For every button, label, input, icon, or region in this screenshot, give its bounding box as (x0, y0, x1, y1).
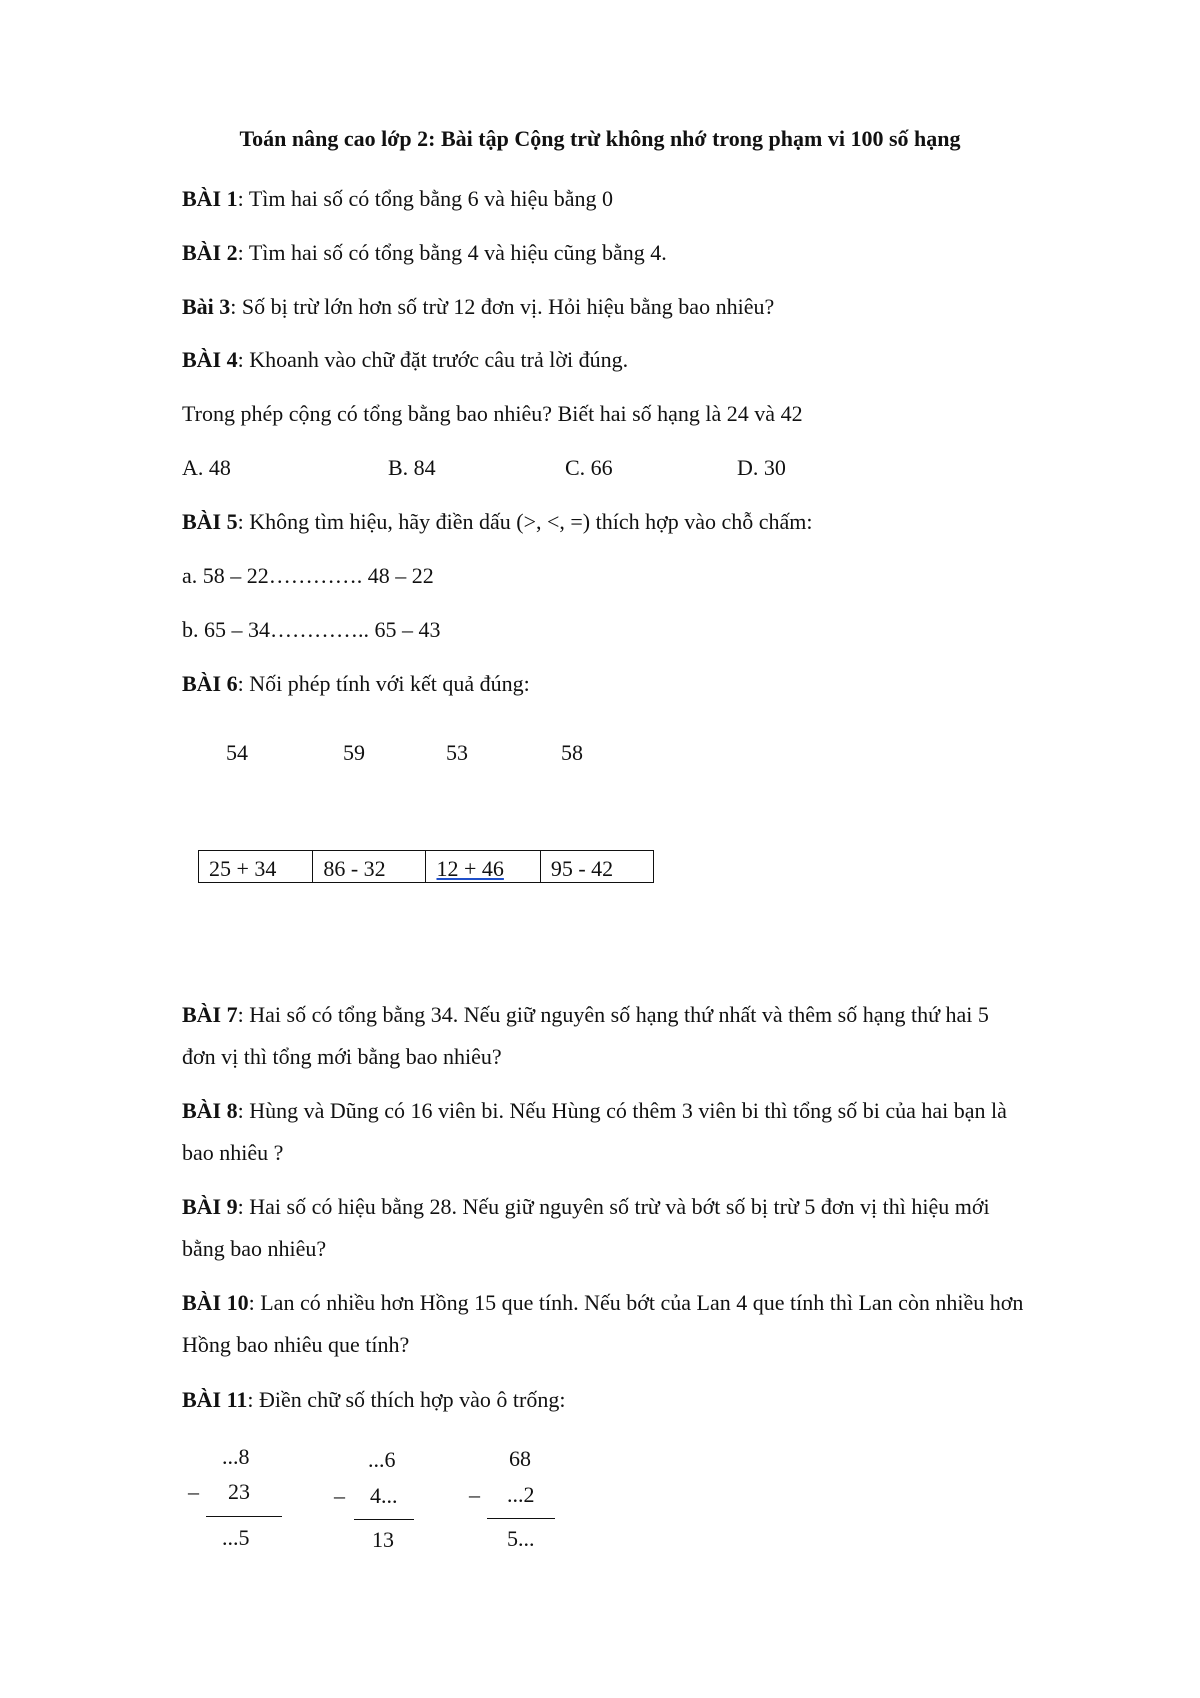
exercise-label: BÀI 2 (182, 240, 238, 265)
minus-sign: – (334, 1483, 345, 1508)
exercise-label: BÀI 5 (182, 509, 238, 534)
exercise-2 (182, 240, 667, 266)
option-a: A. 48 (182, 455, 231, 480)
exercise-label: BÀI 10 (182, 1290, 249, 1315)
result-number: 53 (446, 740, 468, 765)
exercise-text: : Tìm hai số có tổng bằng 4 và hiệu cũng bằng 4. (237, 240, 667, 265)
expression-table (198, 850, 654, 883)
exercise-1 (182, 186, 613, 212)
exercise-11 (182, 1387, 566, 1413)
exercise-5 (182, 509, 813, 535)
minuend: 68 (509, 1446, 531, 1471)
expression-cell: 86 - 32 (313, 851, 426, 883)
exercise-text: : Hai số có hiệu bằng 28. Nếu giữ nguyên số trừ và bớt số bị trừ 5 đơn vị thì hiệu mới bằng bao nhiêu? (182, 1194, 990, 1261)
result-number: 59 (343, 740, 365, 765)
exercise-4-question: Trong phép cộng có tổng bằng bao nhiêu? Biết hai số hạng là 24 và 42 (182, 401, 803, 426)
exercise-label: BÀI 8 (182, 1098, 238, 1123)
exercise-text: : Nối phép tính với kết quả đúng: (237, 671, 530, 696)
exercise-3 (182, 294, 774, 320)
exercise-5-a: a. 58 – 22…………. 48 – 22 (182, 563, 434, 588)
result-number: 58 (561, 740, 583, 765)
exercise-text: : Tìm hai số có tổng bằng 6 và hiệu bằng 0 (237, 186, 613, 211)
result-line (487, 1518, 555, 1519)
expression-cell: 95 - 42 (540, 851, 653, 883)
exercise-label: BÀI 11 (182, 1387, 248, 1412)
expression-text: 12 + 46 (436, 855, 504, 881)
result-line (354, 1519, 414, 1520)
exercise-label: BÀI 1 (182, 186, 238, 211)
expression-cell (426, 851, 540, 883)
subtrahend: 23 (228, 1479, 250, 1504)
option-d: D. 30 (737, 455, 786, 480)
result-number: 54 (226, 740, 248, 765)
minus-sign: – (188, 1479, 199, 1504)
exercise-text: : Hùng và Dũng có 16 viên bi. Nếu Hùng có thêm 3 viên bi thì tổng số bi của hai bạn là bao nhiêu ? (182, 1098, 1007, 1165)
minus-sign: – (469, 1482, 480, 1507)
exercise-label: BÀI 6 (182, 671, 238, 696)
exercise-4 (182, 347, 628, 373)
exercise-10 (182, 1282, 1024, 1366)
exercise-text: : Lan có nhiều hơn Hồng 15 que tính. Nếu bớt của Lan 4 que tính thì Lan còn nhiều hơn Hồng bao nhiêu que tính? (182, 1290, 1024, 1357)
table-row (199, 851, 654, 883)
difference: 13 (372, 1527, 394, 1552)
exercise-8 (182, 1090, 1024, 1174)
minuend: ...6 (368, 1447, 396, 1472)
difference: ...5 (222, 1525, 250, 1550)
expression-cell: 25 + 34 (199, 851, 313, 883)
exercise-7 (182, 994, 1024, 1078)
exercise-text: : Khoanh vào chữ đặt trước câu trả lời đúng. (237, 347, 629, 372)
page-title: Toán nâng cao lớp 2: Bài tập Cộng trừ không nhớ trong phạm vi 100 số hạng (239, 126, 961, 151)
exercise-label: Bài 3 (182, 294, 231, 319)
result-line (206, 1516, 282, 1517)
difference: 5... (507, 1526, 535, 1551)
exercise-text: : Điền chữ số thích hợp vào ô trống: (247, 1387, 566, 1412)
option-c: C. 66 (565, 455, 613, 480)
subtrahend: ...2 (507, 1482, 535, 1507)
option-b: B. 84 (388, 455, 436, 480)
minuend: ...8 (222, 1444, 250, 1469)
exercise-label: BÀI 7 (182, 1002, 238, 1027)
exercise-label: BÀI 9 (182, 1194, 238, 1219)
exercise-text: : Không tìm hiệu, hãy điền dấu (>, <, =) thích hợp vào chỗ chấm: (237, 509, 813, 534)
exercise-6 (182, 671, 530, 697)
exercise-5-b: b. 65 – 34………….. 65 – 43 (182, 617, 441, 642)
subtrahend: 4... (370, 1483, 398, 1508)
exercise-text: : Hai số có tổng bằng 34. Nếu giữ nguyên số hạng thứ nhất và thêm số hạng thứ hai 5 đơn vị thì tổng mới bằng bao nhiêu? (182, 1002, 989, 1069)
exercise-9 (182, 1186, 1024, 1270)
exercise-label: BÀI 4 (182, 347, 238, 372)
exercise-text: : Số bị trừ lớn hơn số trừ 12 đơn vị. Hỏi hiệu bằng bao nhiêu? (230, 294, 775, 319)
